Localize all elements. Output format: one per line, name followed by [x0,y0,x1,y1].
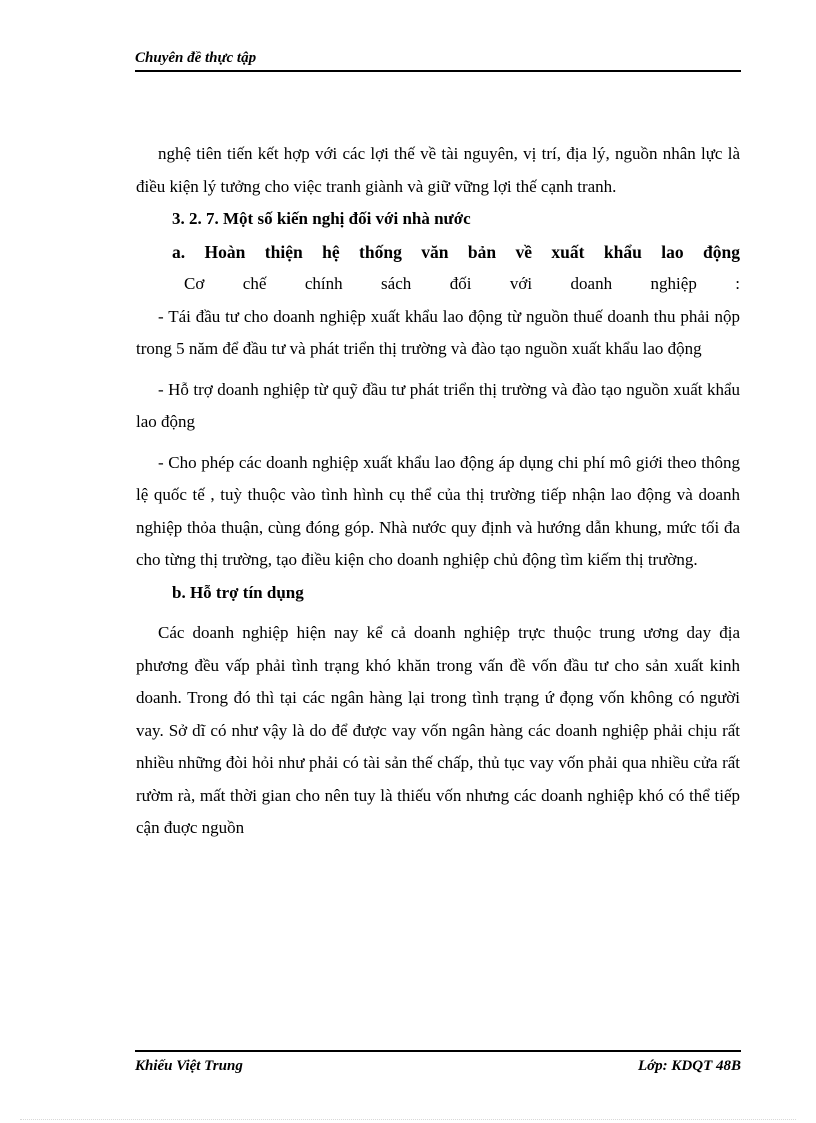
header-title: Chuyên đề thực tập [135,50,257,66]
page-footer [135,1050,741,1076]
bullet-brokerage-fee: - Cho phép các doanh nghiệp xuất khẩu lao động áp dụng chi phí mô giới theo thông lệ quốc tế , tuỳ thuộc vào tình hình cụ thể của thị trường tiếp nhận lao động và doanh nghiệp thỏa thuận, cùng đóng góp. Nhà nước quy định và hướng dẫn khung, mức tối đa cho từng thị trường, tạo điều kiện cho doanh nghiệp chủ động tìm kiếm thị trường. [136,452,740,569]
paragraph-credit: Các doanh nghiệp hiện nay kể cả doanh nghiệp trực thuộc trung ương day địa phương đều vấp phải tình trạng khó khăn trong vấn đề vốn đầu tư cho sản xuất kinh doanh. Trong đó thì tại các ngân hàng lại trong tình trạng ứ đọng vốn không có người vay. Sở dĩ có như vậy là do để được vay vốn ngân hàng các doanh nghiệp phải chịu rất nhiều những đòi hỏi như phải có tài sản thế chấp, thủ tục vay vốn phải qua nhiều cửa rất rườm rà, mất thời gian cho nên tuy là thiếu vốn nhưng các doanh nghiệp khó có thể tiếp cận đuợc nguồn [136,623,740,837]
page-bottom-divider [20,1119,796,1120]
subsection-heading-b: b. Hỗ trợ tín dụng [172,582,304,602]
subsection-heading-a: a. Hoàn thiện hệ thống văn bản về xuất khẩu lao động [172,241,740,262]
footer-author: Khiếu Việt Trung [135,1058,243,1074]
policy-intro: Cơ chế chính sách đối với doanh nghiệp : [184,274,740,293]
bullet-reinvestment: - Tái đầu tư cho doanh nghiệp xuất khẩu lao động từ nguồn thuế doanh thu phải nộp trong 5 năm để đầu tư và phát triển thị trường và đào tạo nguồn xuất khẩu lao động [136,306,740,358]
section-heading: 3. 2. 7. Một số kiến nghị đối với nhà nước [172,209,471,228]
footer-class: Lớp: KDQT 48B [637,1058,741,1074]
page-content [136,138,740,845]
bullet-support-fund: - Hỗ trợ doanh nghiệp từ quỹ đầu tư phát triển thị trường và đào tạo nguồn xuất khẩu lao động [136,379,740,431]
paragraph-continuation: nghệ tiên tiến kết hợp với các lợi thế về tài nguyên, vị trí, địa lý, nguồn nhân lực là điều kiện lý tưởng cho việc tranh giành và giữ vững lợi thế cạnh tranh. [136,144,740,196]
page-header [135,48,741,72]
